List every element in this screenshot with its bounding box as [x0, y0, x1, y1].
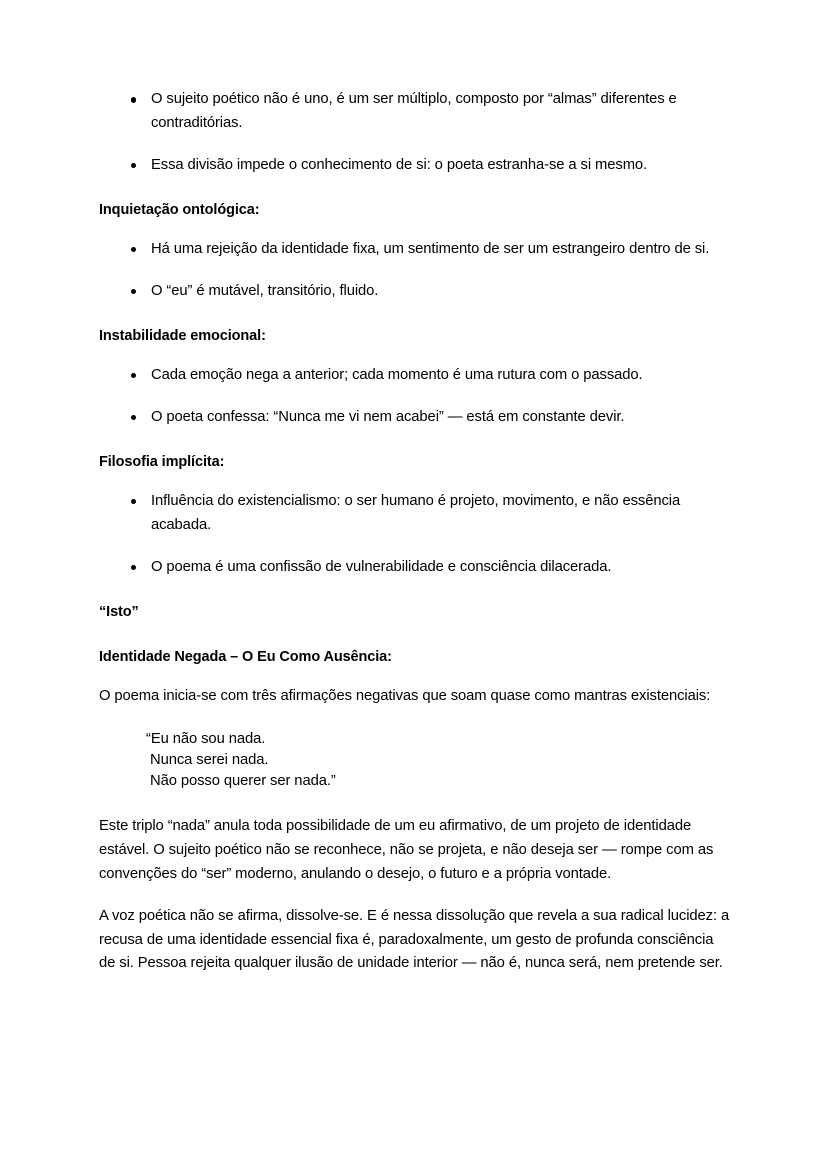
bullet-icon	[131, 163, 136, 168]
quotation-block	[99, 729, 731, 793]
section-heading: Instabilidade emocional:	[99, 327, 266, 344]
list-item-text: O poema é uma confissão de vulnerabilidade e consciência dilacerada.	[151, 558, 612, 575]
quotation-line: Não posso querer ser nada.”	[146, 773, 336, 790]
body-paragraph: A voz poética não se afirma, dissolve-se. E é nessa dissolução que revela a sua radical lucidez: a recusa de uma identidade essencial fixa é, paradoxalmente, um gesto de profunda consciência de si. Pessoa rejeita qualquer ilusão de unidade interior — não é, nunca será, nem pretende ser.	[99, 907, 730, 972]
list-item	[99, 88, 731, 136]
list-item-text: O sujeito poético não é uno, é um ser múltiplo, composto por “almas” diferentes e contraditórias.	[151, 91, 677, 131]
spacer	[99, 304, 731, 326]
bullet-icon	[131, 97, 136, 102]
body-paragraph: O poema inicia-se com três afirmações negativas que soam quase como mantras existenciais:	[99, 687, 711, 704]
list-item-text: Influência do existencialismo: o ser humano é projeto, movimento, e não essência acabada.	[151, 492, 681, 533]
spacer	[99, 538, 731, 556]
bullet-icon	[131, 247, 136, 252]
section-heading: Inquietação ontológica:	[99, 201, 260, 218]
list-item	[99, 490, 731, 538]
list-item-text: Cada emoção nega a anterior; cada momento é uma rutura com o passado.	[151, 366, 643, 383]
bullet-icon	[131, 499, 136, 504]
bullet-list	[99, 364, 731, 430]
spacer	[99, 430, 731, 452]
body-paragraph: Este triplo “nada” anula toda possibilidade de um eu afirmativo, de um projeto de identidade estável. O sujeito poético não se reconhece, não se projeta, e não deseja ser — rompe com as convenções do “ser” moderno, anulando o desejo, o futuro e a própria vontade.	[99, 817, 714, 882]
spacer	[99, 178, 731, 200]
list-item-text: Essa divisão impede o conhecimento de si: o poeta estranha-se a si mesmo.	[151, 156, 648, 173]
list-item	[99, 406, 731, 430]
bullet-icon	[131, 289, 136, 294]
quotation-line: Nunca serei nada.	[146, 752, 269, 769]
document-content	[99, 88, 731, 976]
spacer	[99, 221, 731, 238]
bullet-icon	[131, 373, 136, 378]
spacer	[99, 473, 731, 490]
list-item	[99, 556, 731, 580]
list-item	[99, 154, 731, 178]
spacer	[99, 136, 731, 154]
bullet-list	[99, 88, 731, 178]
spacer	[99, 887, 731, 905]
bullet-list	[99, 238, 731, 304]
list-item	[99, 238, 731, 262]
list-item-text: Há uma rejeição da identidade fixa, um sentimento de ser um estrangeiro dentro de si.	[151, 240, 710, 257]
quotation-line: “Eu não sou nada.	[146, 730, 266, 747]
section-heading: Filosofia implícita:	[99, 453, 225, 470]
list-item	[99, 280, 731, 304]
spacer	[99, 623, 731, 647]
spacer	[99, 388, 731, 406]
spacer	[99, 347, 731, 364]
spacer	[99, 580, 731, 602]
list-item-text: O “eu” é mutável, transitório, fluido.	[151, 282, 379, 299]
bullet-icon	[131, 415, 136, 420]
list-item-text: O poeta confessa: “Nunca me vi nem acabei” — está em constante devir.	[151, 408, 625, 425]
list-item	[99, 364, 731, 388]
spacer	[99, 668, 731, 685]
section-heading: “Isto”	[99, 603, 139, 620]
section-heading: Identidade Negada – O Eu Como Ausência:	[99, 648, 392, 665]
spacer	[99, 793, 731, 815]
bullet-list	[99, 490, 731, 580]
bullet-icon	[131, 565, 136, 570]
spacer	[99, 709, 731, 729]
spacer	[99, 262, 731, 280]
